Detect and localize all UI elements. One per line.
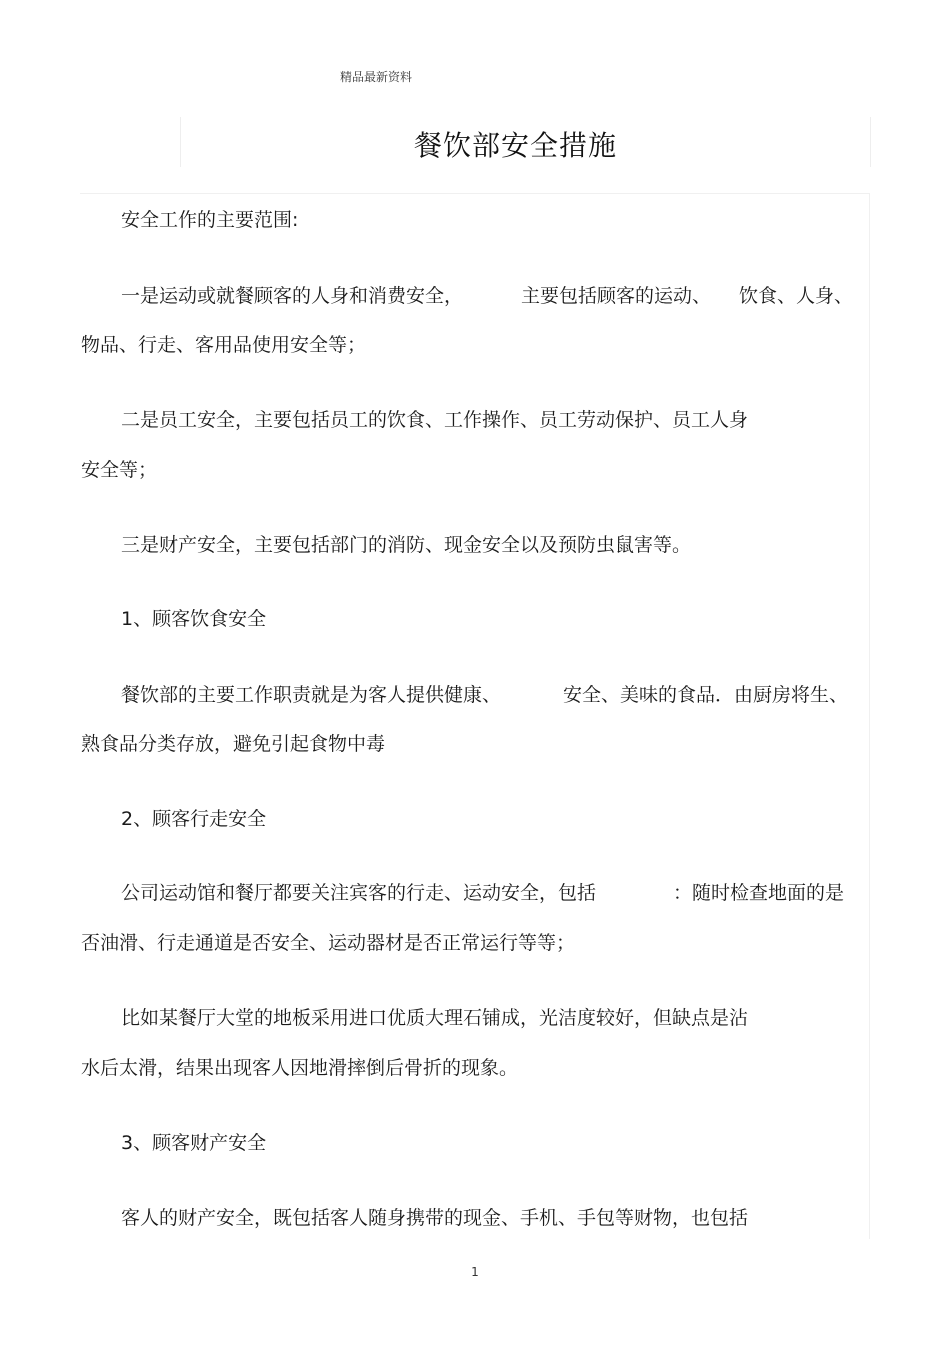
paragraph-customer-safety-line1b: 主要包括顾客的运动、 <box>521 285 712 307</box>
paragraph-property-safety: 三是财产安全，主要包括部门的消防、现金安全以及预防虫鼠害等。 <box>121 534 692 556</box>
paragraph-food-safety-line1b: 安全、美味的食品．由厨房将生、 <box>563 684 849 706</box>
page-number: 1 <box>471 1265 479 1279</box>
paragraph-customer-safety-line2: 物品、行走、客用品使用安全等； <box>81 334 367 356</box>
paragraph-walking-safety-line1b: ：随时检查地面的是 <box>673 882 845 904</box>
scope-heading: 安全工作的主要范围: <box>121 209 299 231</box>
section-heading-1: 1、顾客饮食安全 <box>121 608 267 630</box>
paragraph-walking-safety-line2: 否油滑、行走通道是否安全、运动器材是否正常运行等等； <box>81 932 576 954</box>
paragraph-walking-safety-line1a: 公司运动馆和餐厅都要关注宾客的行走、运动安全，包括 <box>121 882 597 904</box>
header-note: 精品最新资料 <box>340 70 413 84</box>
page-title: 餐饮部安全措施 <box>414 129 618 162</box>
paragraph-customer-safety-line1c: 饮食、人身、 <box>739 285 854 307</box>
section-heading-2: 2、顾客行走安全 <box>121 808 267 830</box>
paragraph-staff-safety-line2: 安全等； <box>81 459 158 481</box>
section-heading-3: 3、顾客财产安全 <box>121 1132 267 1154</box>
paragraph-food-safety-line2: 熟食品分类存放，避免引起食物中毒 <box>81 733 386 755</box>
paragraph-example-line1: 比如某餐厅大堂的地板采用进口优质大理石铺成，光洁度较好，但缺点是沾 <box>121 1007 749 1029</box>
paragraph-example-line2: 水后太滑，结果出现客人因地滑摔倒后骨折的现象。 <box>81 1057 519 1079</box>
paragraph-property-line1: 客人的财产安全，既包括客人随身携带的现金、手机、手包等财物，也包括 <box>121 1207 749 1229</box>
paragraph-staff-safety-line1: 二是员工安全，主要包括员工的饮食、工作操作、员工劳动保护、员工人身 <box>121 409 749 431</box>
paragraph-customer-safety-line1a: 一是运动或就餐顾客的人身和消费安全， <box>121 285 464 307</box>
paragraph-food-safety-line1a: 餐饮部的主要工作职责就是为客人提供健康、 <box>121 684 502 706</box>
